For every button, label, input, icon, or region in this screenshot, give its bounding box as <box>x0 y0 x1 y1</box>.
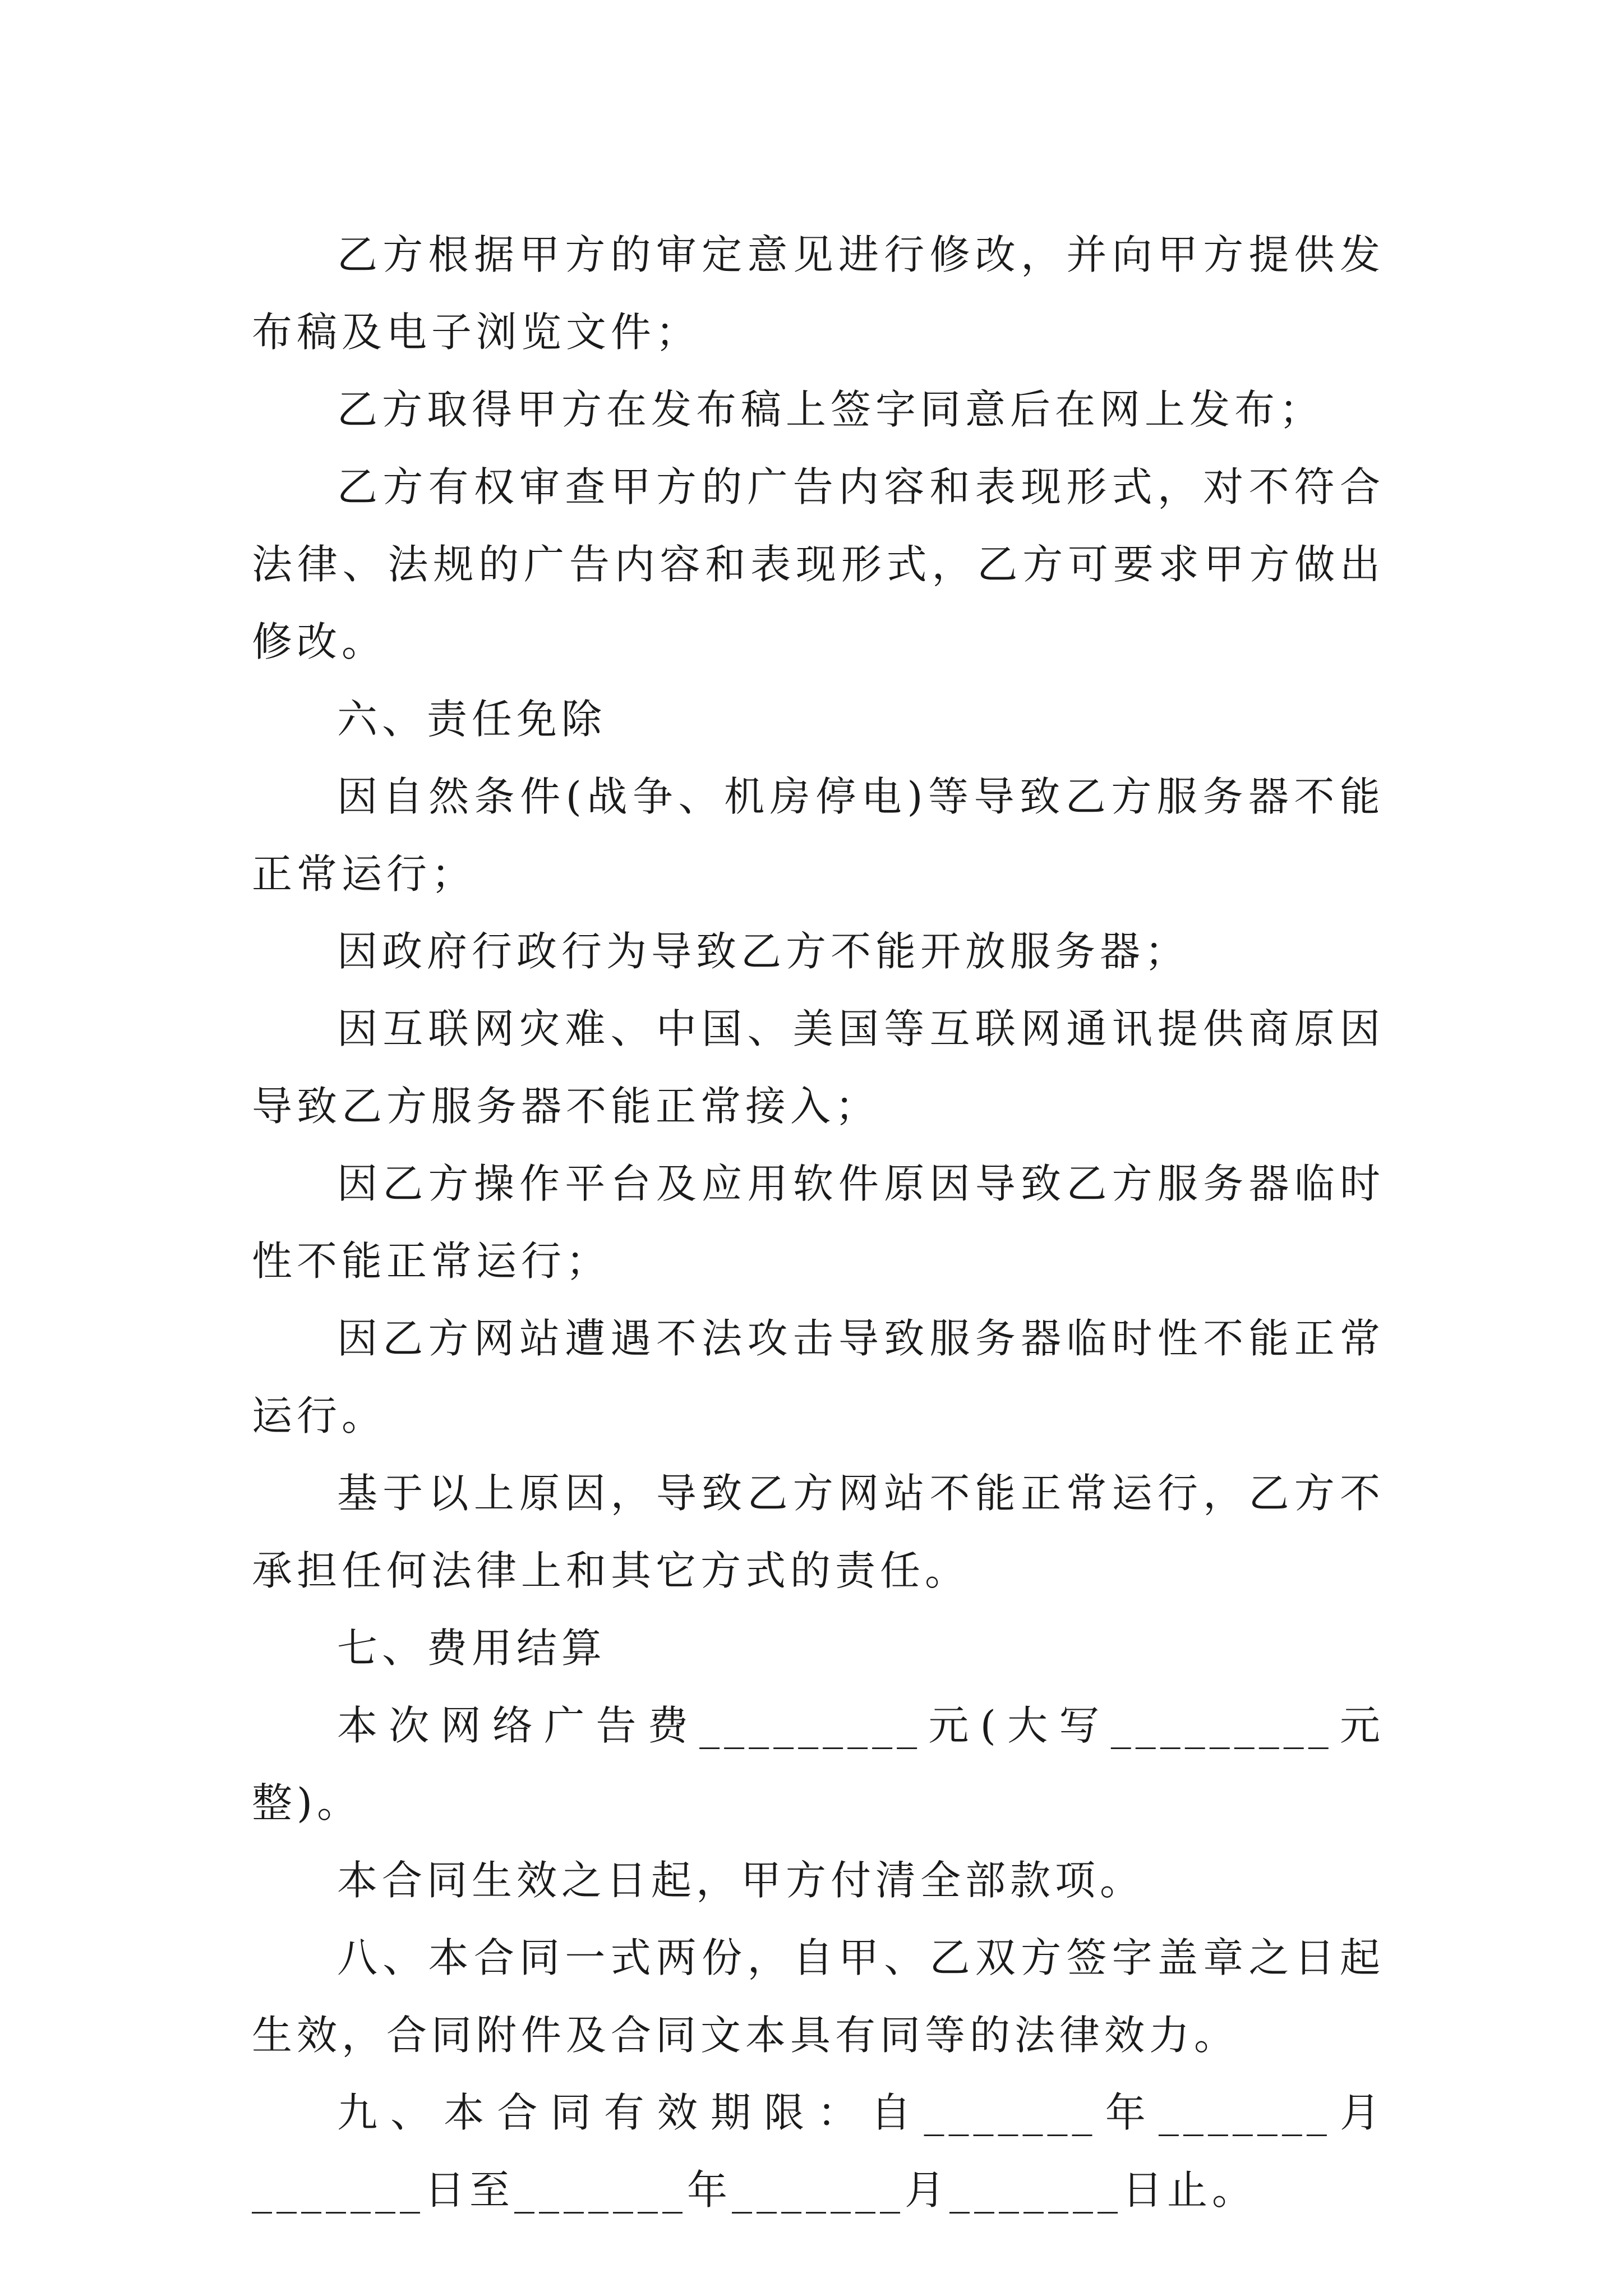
document-body <box>252 216 1385 2229</box>
paragraph-copies-effective: 八、本合同一式两份，自甲、乙双方签字盖章之日起生效，合同附件及合同文本具有同等的法律效力。 <box>252 1934 1385 2059</box>
paragraph-publish-approval: 乙方取得甲方在发布稿上签字同意后在网上发布； <box>337 386 1325 433</box>
paragraph-review-rights: 乙方有权审查甲方的广告内容和表现形式，对不符合法律、法规的广告内容和表现形式，乙方可要求甲方做出修改。 <box>252 463 1385 665</box>
paragraph-revision: 乙方根据甲方的审定意见进行修改，并向甲方提供发布稿及电子浏览文件； <box>252 231 1385 356</box>
paragraph-payment: 本合同生效之日起，甲方付清全部款项。 <box>337 1857 1145 1904</box>
paragraph-internet-disaster: 因互联网灾难、中国、美国等互联网通讯提供商原因导致乙方服务器不能正常接入； <box>252 1005 1385 1130</box>
paragraph-government-action: 因政府行政行为导致乙方不能开放服务器； <box>337 928 1190 975</box>
paragraph-validity-period: 九、本合同有效期限：自_______年_______月_______日至_______年_______月_______日止。 <box>252 2089 1385 2214</box>
paragraph-no-liability: 基于以上原因，导致乙方网站不能正常运行，乙方不承担任何法律上和其它方式的责任。 <box>252 1470 1385 1594</box>
paragraph-ad-fee: 本次网络广告费_________元(大写_________元整)。 <box>252 1702 1385 1826</box>
paragraph-platform-software: 因乙方操作平台及应用软件原因导致乙方服务器临时性不能正常运行； <box>252 1160 1385 1285</box>
paragraph-natural-conditions: 因自然条件(战争、机房停电)等导致乙方服务器不能正常运行； <box>252 773 1385 898</box>
section-heading-fee-settlement: 七、费用结算 <box>337 1625 607 1672</box>
paragraph-illegal-attack: 因乙方网站遭遇不法攻击导致服务器临时性不能正常运行。 <box>252 1315 1385 1439</box>
section-heading-liability-exemption: 六、责任免除 <box>337 696 607 743</box>
